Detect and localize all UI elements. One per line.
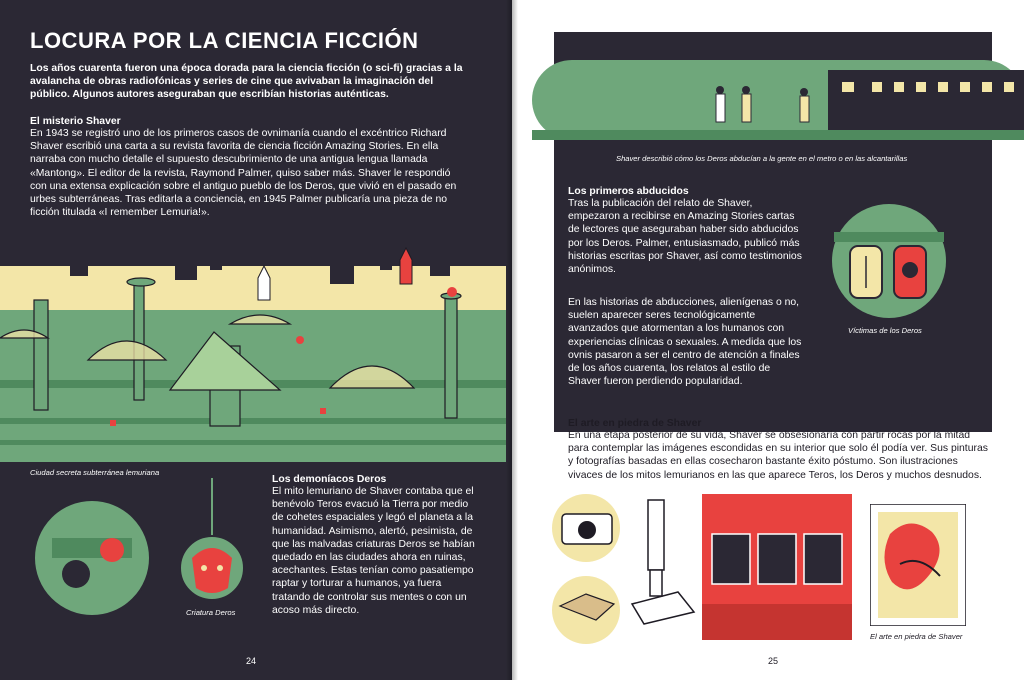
lemurian-city-illustration xyxy=(0,240,506,462)
deros-illustration xyxy=(32,478,262,648)
page-title: LOCURA POR LA CIENCIA FICCIÓN xyxy=(30,28,419,53)
section-body: En 1943 se registró uno de los primeros casos de ovnimanía cuando el excéntrico Richard Shaver escribió una carta a su revista favorita de ciencia ficción Amazing Stories. En ella narraba con mucho detalle el supuesto descubrimiento de una antigua lengua llamada «Mantong». El editor de la revista, Raymond Palmer, quiso saber más. Shaver le respondió con una extensa explicación sobre el antiguo pueblo de los Deros, que vivió en el pasado en urbes subterráneas. Tras editarla a conciencia, en 1945 Palmer publicaría una pieza de no ficción titulada «I remember Lemuria!». xyxy=(30,128,457,219)
metro-caption: Shaver describió cómo los Deros abducían a la gente en el metro o en las alcantarillas xyxy=(616,154,908,163)
right-page xyxy=(512,0,1024,680)
page-number-left: 24 xyxy=(246,656,257,666)
gallery-illustration xyxy=(702,494,852,640)
book-gutter xyxy=(506,0,518,680)
section-abducted-continued xyxy=(568,296,804,388)
page-number-right: 25 xyxy=(768,656,779,666)
section-body: En las historias de abducciones, alienígenas o no, suelen aparecer seres tecnológicamente avanzados que atormentan a los humanos con experiencias clínicas o sexuales. A medida que los ovnis pasaron a ser el centro de atención a finales de los años cuarenta, los relatos al estilo de Shaver fueron perdiendo popularidad. xyxy=(568,297,802,388)
metro-illustration xyxy=(532,60,1024,140)
section-heading: Los demoníacos Deros xyxy=(272,474,387,485)
section-heading: El misterio Shaver xyxy=(30,116,121,127)
section-heading: El arte en piedra de Shaver xyxy=(568,418,702,429)
victims-caption: Víctimas de los Deros xyxy=(848,326,922,335)
section-shaver-mystery xyxy=(30,116,470,219)
section-first-abducted xyxy=(568,186,804,276)
stone-art-caption: El arte en piedra de Shaver xyxy=(870,632,963,641)
deros-victims-illustration xyxy=(830,202,948,320)
section-body: El mito lemuriano de Shaver contaba que el benévolo Teros evacuó la Tierra por medio de cohetes espaciales y legó el planeta a la humanidad. Asimismo, alertó, pesimista, de que las malvadas criaturas Deros se habían quedado en las ciudades ahora en ruinas, acechantes. Estas tenían como pasatiempo raptar y torturar a humanos, ya fuera tratando de controlar sus mentes o con un acoso más directo. xyxy=(272,486,475,616)
camera-microscope-illustration xyxy=(552,494,702,644)
lead-paragraph: Los años cuarenta fueron una época dorada para la ciencia ficción (o sci-fi) gracias a la avalancha de obras radiofónicas y series de cine que avivaban la imaginación del público. Algunos autores aseguraban que escribían historias auténticas. xyxy=(30,63,463,100)
section-body: Tras la publicación del relato de Shaver, empezaron a recibirse en Amazing Stories cartas de lectores que aseguraban haber sido abducidos por los Deros. Palmer, entusiasmado, publicó más historias escritas por Shaver, así como testimonios anónimos. xyxy=(568,198,802,276)
section-deros xyxy=(272,474,480,617)
section-stone-art xyxy=(568,418,988,482)
section-heading: Los primeros abducidos xyxy=(568,186,689,197)
section-body: En una etapa posterior de su vida, Shaver se obsesionaría con partir rocas por la mitad para contemplar las imágenes escondidas en su interior que solo él podía ver. Sus pinturas y fotografías basadas en ellas cosecharon bastante éxito póstumo. Son ilustraciones vivaces de los mitos lemurianos en las que aparece Teros, los Deros y muchos desnudos. xyxy=(568,430,988,481)
city-caption: Ciudad secreta subterránea lemuriana xyxy=(30,468,160,477)
deros-caption: Criatura Deros xyxy=(186,608,236,617)
stone-art-painting xyxy=(870,504,966,626)
